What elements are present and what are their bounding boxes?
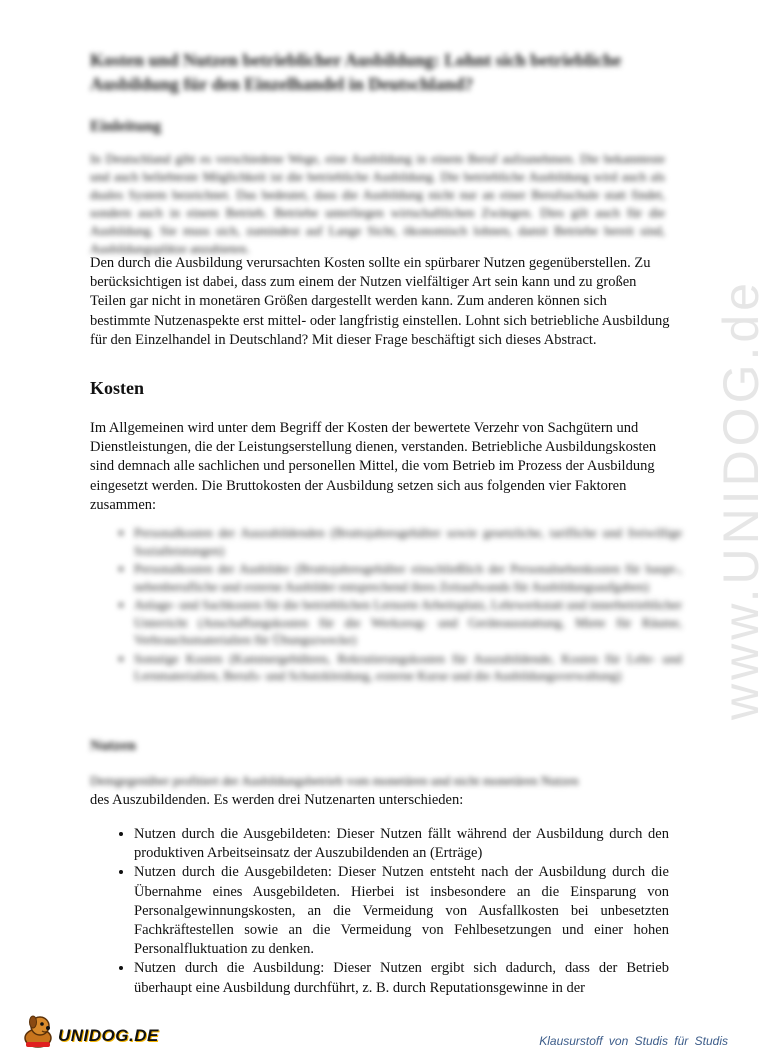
list-item: • Personalkosten der Ausbilder (Bruttojahresgehälter einschließlich der Personalnebenkosten für haupt-, nebenberufliche und externe Ausbilder entsprechend ihres Zeitaufwands für Ausbildungsaufgaben) <box>134 560 682 595</box>
nutzen-list <box>112 825 669 998</box>
nutzen-paragraph: des Auszubildenden. Es werden drei Nutzenarten unterschieden: <box>90 792 464 808</box>
kosten-heading: Kosten <box>90 378 144 398</box>
kosten-paragraph: Im Allgemeinen wird unter dem Begriff der Kosten der bewertete Verzehr von Sachgütern und Dienstleistungen, die der Leistungserstellung dienen, verstanden. Betriebliche Ausbildungskosten sind demnach alle sachlichen und personellen Mittel, die vom Betrieb im Prozess der Ausbildung eingesetzt werden. Die Bruttokosten der Ausbildung setzen sich aus folgenden vier Faktoren zusammen: <box>90 420 657 513</box>
nutzen-blurred-line: Demgegenüber profitiert der Ausbildungsbetrieb vom monetären und nicht monetären Nutzen <box>90 773 579 788</box>
watermark-text: www.UNIDOG.de <box>713 279 769 720</box>
list-item: • Anlage- und Sachkosten für die betrieblichen Lernorte Arbeitsplatz, Lehrwerkstatt und innerbetrieblicher Unterricht (Anschaffungskosten für die Werkzeug- und Geräteausstattung, Miete für Räume, Verbrauchsmaterialien für Übungszwecke) <box>134 596 682 649</box>
list-item: • Nutzen durch die Ausgebildeten: Dieser Nutzen entsteht nach der Ausbildung durch die Übernahme eines Ausgebildeten. Hierbei ist insbesondere an die Einsparung von Personalgewinnungskosten, an die Vermeidung von Ausfallkosten bei unbesetzten Fachkräftestellen sowie an die Vermeidung von Fehlbesetzungen und einer hohen Personalfluktuation zu denken. <box>134 863 669 959</box>
intro-paragraph: Den durch die Ausbildung verursachten Kosten sollte ein spürbarer Nutzen gegenüberstellen. Zu berücksichtigen ist dabei, dass zum einem der Nutzen vielfältiger Art sein kann und zu großen Teilen gar nicht in monetären Größen dargestellt werden kann. Zum anderen können sich bestimmte Nutzenaspekte erst mittel- oder langfristig einstellen. Lohnt sich betriebliche Ausbildung für den Einzelhandel in Deutschland? Mit dieser Frage beschäftigt sich dieses Abstract. <box>90 255 670 348</box>
intro-heading: Einleitung <box>90 118 162 135</box>
list-item: • Nutzen durch die Ausbildung: Dieser Nutzen ergibt sich dadurch, dass der Betrieb überhaupt eine Ausbildung durchführt, z. B. durch Reputationsgewinne in der <box>134 959 669 997</box>
list-item: • Sonstige Kosten (Kammergebühren, Rekrutierungskosten für Auszubildende, Kosten für Lehr- und Lernmaterialien, Berufs- und Schutzkleidung, externe Kurse und die Ausbildungsverwaltung) <box>134 650 682 685</box>
list-item: • Nutzen durch die Ausgebildeten: Dieser Nutzen fällt während der Ausbildung durch den produktiven Arbeitseinsatz der Auszubildenden an (Erträge) <box>134 825 669 863</box>
footer-tagline: Klausurstoff von Studis für Studis <box>539 1034 728 1048</box>
intro-blurred-paragraph: In Deutschland gibt es verschiedene Wege, eine Ausbildung in einem Beruf aufzunehmen. Die bekannteste und auch beliebteste Möglichkeit ist die betriebliche Ausbildung. Die betriebliche Ausbildung wird auch als duales System bezeichnet. Das bedeutet, dass die Ausbildung nicht nur an einer Berufsschule statt findet, sondern auch in einem Betrieb. Betriebe unterliegen wirtschaftlichen Zwängen. Dies gilt auch für die Ausbildung. Sie muss sich, zumindest auf Lange Sicht, ökonomisch lohnen, damit Betriebe bereit sind, Ausbildungsplätze anzubieten. <box>90 151 665 256</box>
list-item: • Personalkosten der Auszubildenden (Bruttojahresgehälter sowie gesetzliche, tarifliche und freiwillige Sozialleistungen) <box>134 524 682 559</box>
document-title: Kosten und Nutzen betrieblicher Ausbildung: Lohnt sich betriebliche Ausbildung für den Einzelhandel in Deutschland? <box>90 50 622 94</box>
nutzen-heading: Nutzen <box>90 738 136 754</box>
kosten-list <box>112 524 682 686</box>
unidog-logo[interactable] <box>18 1012 178 1052</box>
dog-mascot-icon <box>18 1012 58 1052</box>
logo-wordmark: UNIDOG.DE <box>58 1026 159 1045</box>
